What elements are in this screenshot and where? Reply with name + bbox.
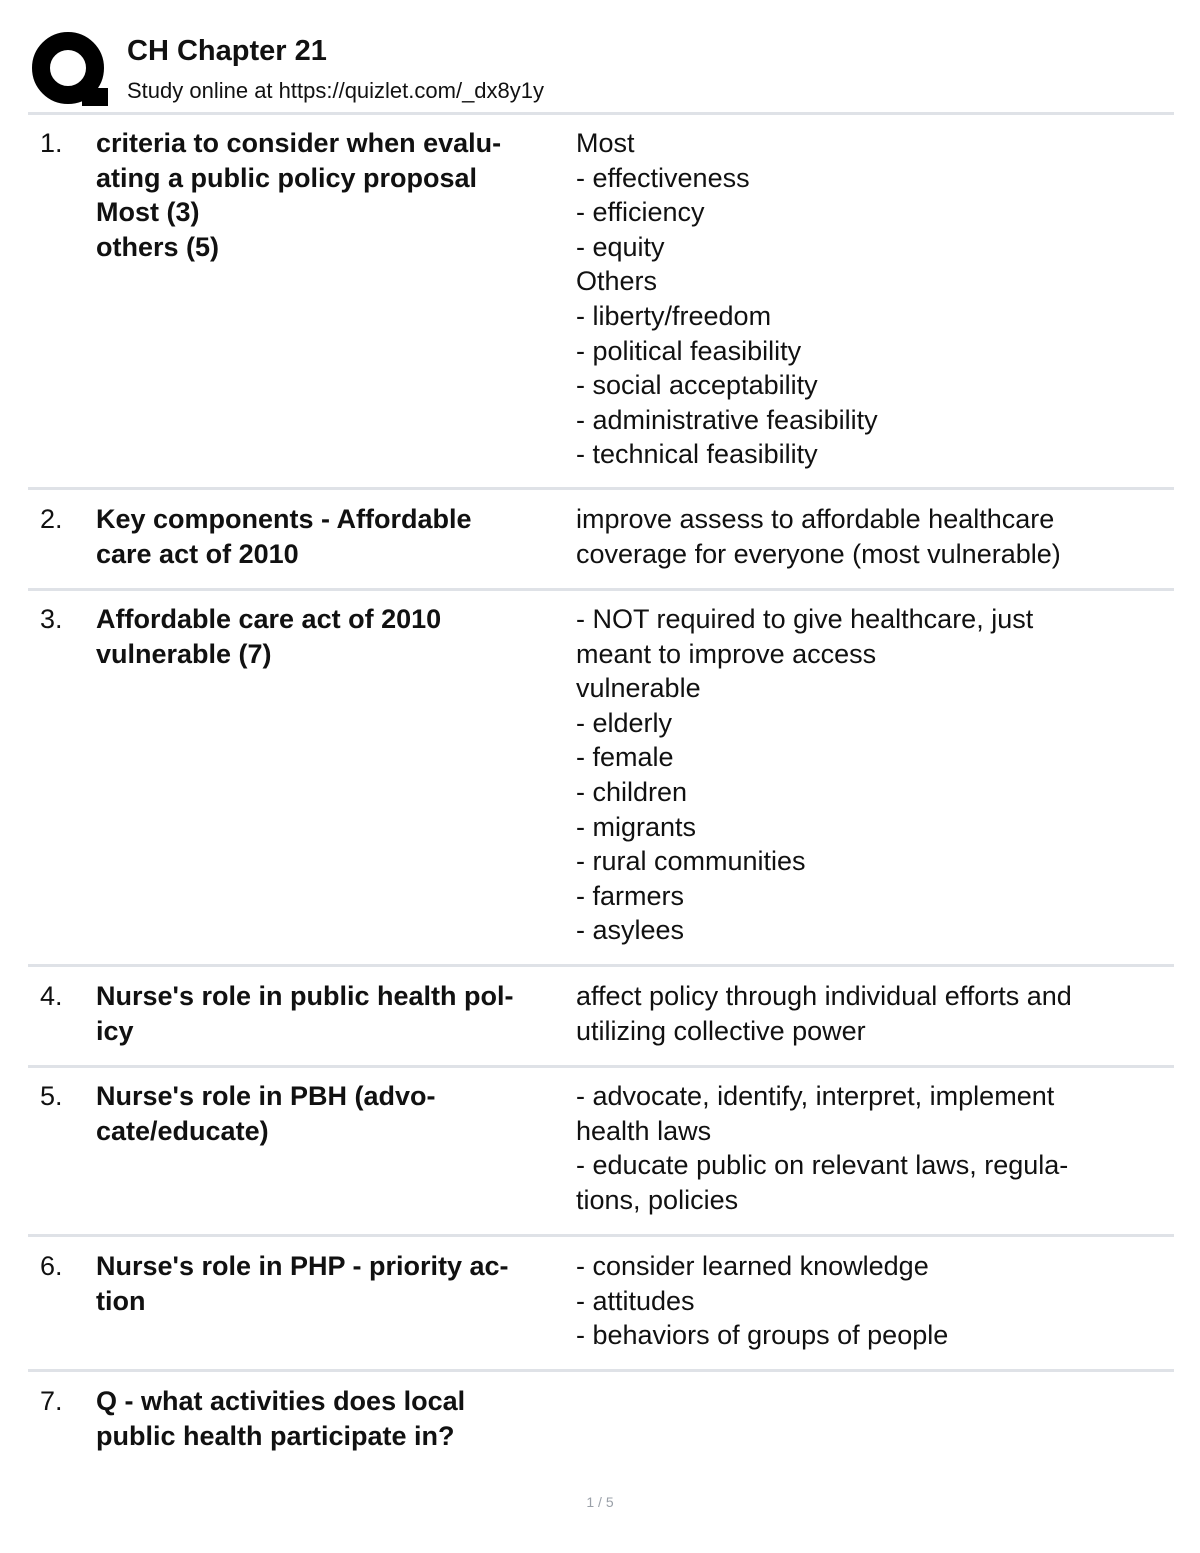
card-term: Nurse's role in public health pol- icy — [96, 981, 514, 1046]
card-number: 5. — [40, 1081, 63, 1111]
study-online-link[interactable]: Study online at https://quizlet.com/_dx8y1y — [127, 78, 545, 103]
page-number: 1 / 5 — [586, 1494, 614, 1510]
card-term: Key components - Affordable care act of 2010 — [96, 504, 472, 569]
card-divider — [28, 588, 1174, 591]
card-definition: Most - effectiveness - efficiency - equity Others - liberty/freedom - political feasibility - social acceptability - administrative feasibility - technical feasibility — [576, 128, 878, 470]
set-title: CH Chapter 21 — [127, 35, 327, 67]
card-definition: - consider learned knowledge - attitudes - behaviors of groups of people — [576, 1251, 949, 1351]
card-definition: - advocate, identify, interpret, implement health laws - educate public on relevant laws, regula- tions, policies — [576, 1081, 1069, 1215]
card-definition: affect policy through individual efforts and utilizing collective power — [576, 981, 1072, 1046]
header-divider — [28, 112, 1174, 115]
flashcard-4 — [28, 979, 1174, 1065]
card-term: Q - what activities does local public health participate in? — [96, 1386, 466, 1451]
flashcard-2 — [28, 502, 1174, 588]
card-divider — [28, 964, 1174, 967]
card-divider — [28, 1234, 1174, 1237]
card-number: 4. — [40, 981, 63, 1011]
card-number: 3. — [40, 604, 63, 634]
card-term: Affordable care act of 2010 vulnerable (7) — [96, 604, 442, 669]
flashcard-6 — [28, 1249, 1174, 1369]
flashcard-7 — [28, 1384, 1174, 1464]
card-number: 7. — [40, 1386, 63, 1416]
flashcard-5 — [28, 1079, 1174, 1234]
card-number: 1. — [40, 128, 63, 158]
page-header — [28, 26, 1174, 112]
card-definition: improve assess to affordable healthcare coverage for everyone (most vulnerable) — [576, 504, 1061, 569]
card-number: 6. — [40, 1251, 63, 1281]
flashcard-1 — [28, 126, 1174, 488]
card-divider — [28, 1369, 1174, 1372]
quizlet-q-logo-icon — [30, 30, 110, 110]
card-divider — [28, 487, 1174, 490]
card-term: criteria to consider when evalu- ating a public policy proposal Most (3) others (5) — [96, 128, 502, 262]
card-term: Nurse's role in PBH (advo- cate/educate) — [96, 1081, 436, 1146]
card-definition: - NOT required to give healthcare, just meant to improve access vulnerable - elderly - female - children - migrants - rural communities - farmers - asylees — [576, 604, 1034, 946]
card-divider — [28, 1065, 1174, 1068]
card-term: Nurse's role in PHP - priority ac- tion — [96, 1251, 509, 1316]
flashcard-3 — [28, 602, 1174, 964]
card-number: 2. — [40, 504, 63, 534]
